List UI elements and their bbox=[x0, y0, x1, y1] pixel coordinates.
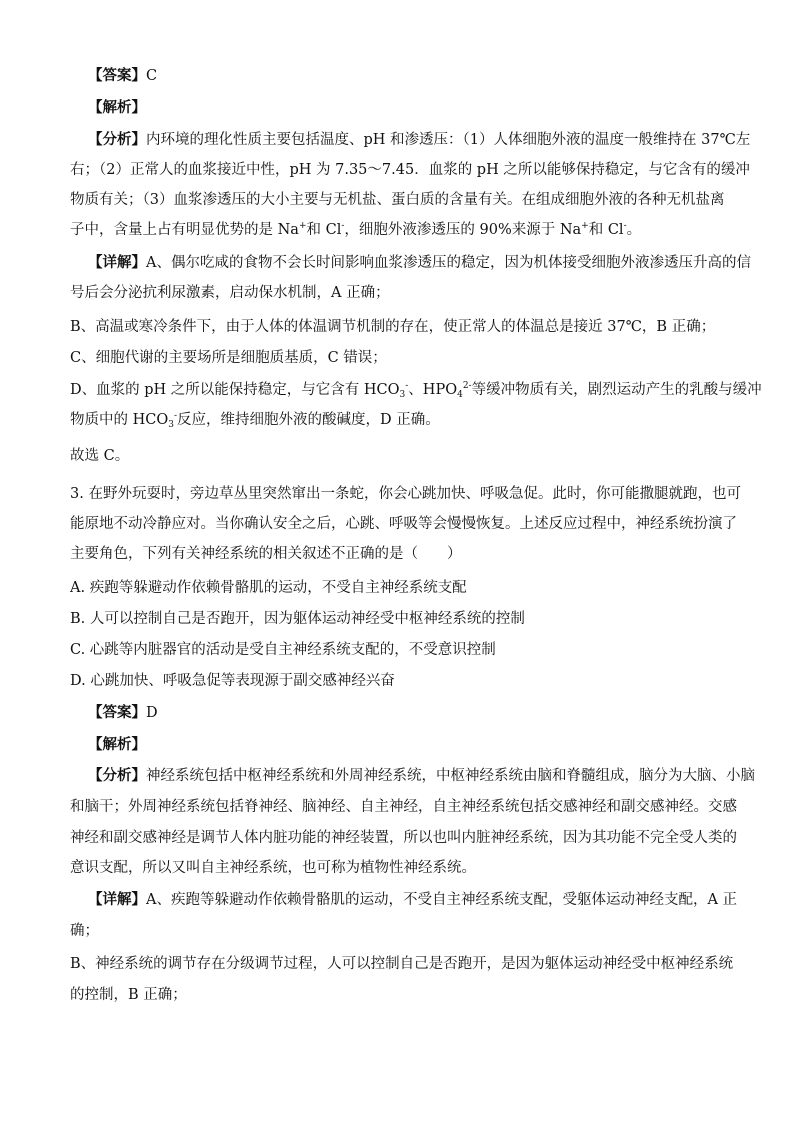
q3-xiangjie-line-b1: B、神经系统的调节存在分级调节过程，人可以控制自己是否跑开，是因为躯体运动神经受中枢神经系统 bbox=[70, 956, 734, 972]
answer-value: C bbox=[146, 68, 158, 84]
xiangjie-line-d1: D、血浆的 pH 之所以能保持稳定，与它含有 $HCO_3^-$、$HPO_4^{2-}$等缓冲物质有关，剧烈运动产生的乳酸与缓冲 bbox=[70, 381, 762, 400]
fenxi-line-2: 右；（2）正常人的血浆接近中性，pH 为 7.35～7.45．血浆的 pH 之所以能够保持稳定，与它含有的缓冲 bbox=[70, 162, 750, 178]
xiangjie-line-d2: 物质中的 $HCO_3^-$反应，维持细胞外液的酸碱度，D 正确。 bbox=[70, 411, 440, 430]
q3-fenxi-line-4: 意识支配，所以又叫自主神经系统，也可称为植物性神经系统。 bbox=[70, 860, 476, 876]
analysis-label: 【解析】 bbox=[88, 99, 146, 116]
q3-xiangjie-line-a2: 确； bbox=[70, 923, 99, 939]
q3-fenxi-line-1: 【分析】神经系统包括中枢神经系统和外周神经系统，中枢神经系统由脑和脊髓组成，脑分为大脑、小脑 bbox=[88, 767, 755, 784]
q3-fenxi-line-3: 神经和副交感神经是调节人体内脏功能的神经装置，所以也叫内脏神经系统，因为其功能不完全受人类的 bbox=[70, 830, 737, 846]
xiangjie-line-c: C、细胞代谢的主要场所是细胞质基质，C 错误； bbox=[70, 350, 387, 366]
q3-fenxi-line-2: 和脑干；外周神经系统包括脊神经、脑神经、自主神经，自主神经系统包括交感神经和副交感神经。交感 bbox=[70, 799, 737, 815]
option-b: B. 人可以控制自己是否跑开，因为躯体运动神经受中枢神经系统的控制 bbox=[70, 611, 525, 627]
xiangjie-line-a2: 号后会分泌抗利尿激素，启动保水机制，A 正确； bbox=[70, 285, 390, 301]
question-3-stem-3: 主要角色，下列有关神经系统的相关叙述不正确的是（ ） bbox=[70, 546, 462, 562]
q3-xiangjie-line-a1: 【详解】A、疾跑等躲避动作依赖骨骼肌的运动，不受自主神经系统支配，受躯体运动神经支配，A 正 bbox=[88, 891, 738, 908]
answer-line bbox=[88, 66, 743, 86]
option-c: C. 心跳等内脏器官的活动是受自主神经系统支配的，不受意识控制 bbox=[70, 642, 496, 658]
xiangjie-line-b: B、高温或寒冷条件下，由于人体的体温调节机制的存在，使正常人的体温总是接近 37℃，B 正确； bbox=[70, 319, 716, 335]
option-a: A. 疾跑等躲避动作依赖骨骼肌的运动，不受自主神经系统支配 bbox=[70, 580, 467, 596]
fenxi-line-4: 子中，含量上占有明显优势的是 Na+和 Cl-，细胞外液渗透压的 90%来源于 Na+和 Cl-。 bbox=[70, 221, 642, 238]
analysis-label-q3: 【解析】 bbox=[88, 736, 146, 753]
answer-label: 【答案】 bbox=[88, 67, 146, 84]
fenxi-line-3: 物质有关；（3）血浆渗透压的大小主要与无机盐、蛋白质的含量有关。在组成细胞外液的各种无机盐离 bbox=[70, 192, 725, 208]
fenxi-label: 【分析】 bbox=[88, 131, 146, 148]
q3-xiangjie-line-b2: 的控制，B 正确； bbox=[70, 987, 187, 1003]
xiangjie-label: 【详解】 bbox=[88, 254, 146, 271]
answer-line-q3: 【答案】D bbox=[88, 704, 158, 721]
option-d: D. 心跳加快、呼吸急促等表现源于副交感神经兴奋 bbox=[70, 673, 395, 689]
question-3-stem-2: 能原地不动冷静应对。当你确认安全之后，心跳、呼吸等会慢慢恢复。上述反应过程中，神经系统扮演了 bbox=[70, 516, 737, 532]
fenxi-line-1: 【分析】内环境的理化性质主要包括温度、pH 和渗透压：（1）人体细胞外液的温度一般维持在 37℃左 bbox=[88, 131, 751, 148]
xiangjie-line-a1: 【详解】A、偶尔吃咸的食物不会长时间影响血浆渗透压的稳定，因为机体接受细胞外液渗透压升高的信 bbox=[88, 254, 751, 271]
conclusion-line: 故选 C。 bbox=[70, 448, 130, 464]
question-3-stem-1: 3. 在野外玩耍时，旁边草丛里突然窜出一条蛇，你会心跳加快、呼吸急促。此时，你可能撒腿就跑，也可 bbox=[70, 486, 741, 502]
